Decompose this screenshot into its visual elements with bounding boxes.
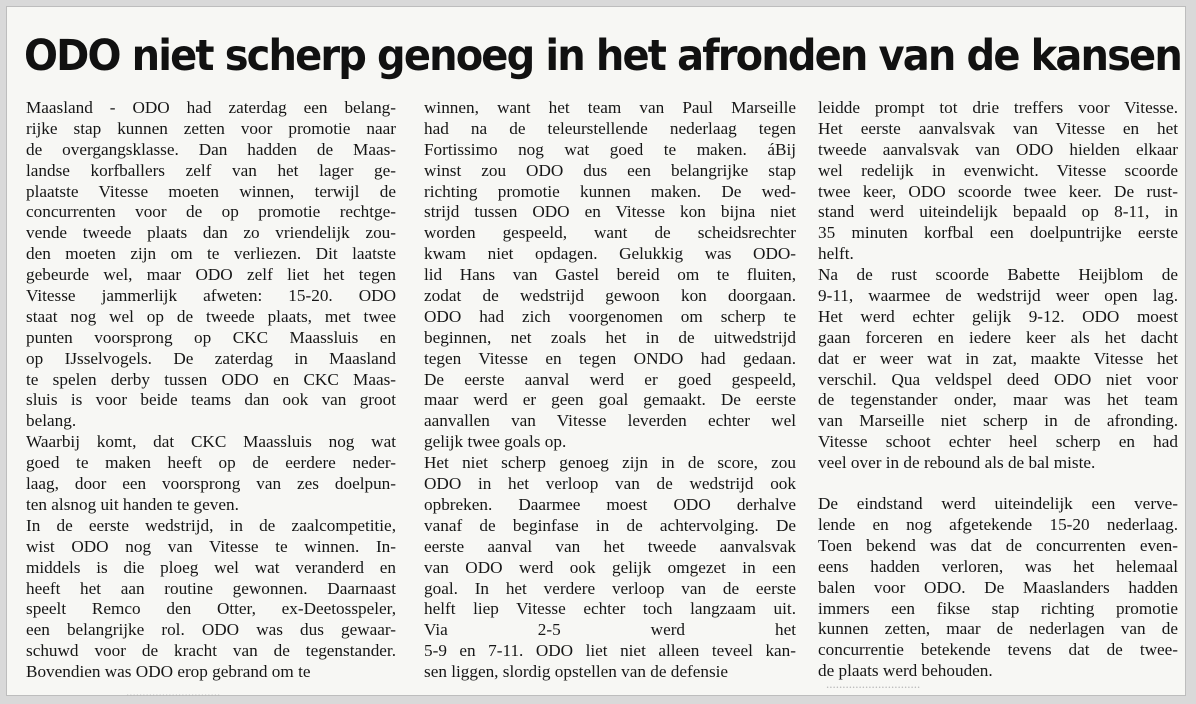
article-line: Via 2-5 werd het [424,620,796,640]
article-line: 5-9 en 7-11. ODO liet niet alleen teveel kan- [424,641,796,661]
article-column-3 [818,98,1178,682]
article-line: lende en nog afgetekende 15-20 nederlaag. [818,514,1178,534]
article-line: sluis is voor beide teams dan ook van groot [26,390,396,410]
article-line: ODO had zich voorgenomen om scherp te [424,306,796,326]
article-line: concurrentie betekende tevens dat de twee- [818,640,1178,660]
article-line: winnen, want het team van Paul Marseille [424,98,796,117]
article-line: Vitesse jammerlijk afweten: 15-20. ODO [26,286,396,306]
article-line: immers een fikse stap richting promotie [818,598,1178,618]
article-line: vende tweede plaats dan zo vriendelijk zou- [26,223,396,243]
article-line: lid Hans van Gastel bereid om te fluiten, [424,265,796,285]
article-line: Fortissimo nog wat goed te maken. áBij [424,139,796,159]
article-line: Bovendien was ODO erop gebrand om te [26,662,311,682]
article-line: landse korfballers zelf van het lager ge- [26,160,396,180]
article-line: een belangrijke rol. ODO was dus gewaar- [26,620,396,640]
article-line: tegen Vitesse en tegen ONDO had gedaan. [424,348,796,368]
article-line: ODO in het verloop van de wedstrijd ook [424,474,796,494]
article-line: opbreken. Daarmee moest ODO derhalve [424,494,796,514]
article-line: Na de rust scoorde Babette Heijblom de [818,265,1178,285]
article-line: kwam niet opdagen. Gelukkig was ODO- [424,244,796,264]
article-line: helft. [818,244,854,264]
article-line: staat nog wel op de tweede plaats, met twee [26,306,396,326]
article-line: kunnen zetten, maar de nederlagen van de [818,619,1178,639]
article-line: van Marseille niet scherp in de afronding. [818,411,1178,431]
article-line: worden gespeeld, want de scheidsrechter [424,223,796,243]
article-line: goed te maken heeft op de eerdere neder- [26,453,396,473]
article-line: dat er weer wat in zat, maakte Vitesse het [818,348,1178,368]
article-line: te spelen derby tussen ODO en CKC Maas- [26,369,396,389]
article-line: goal. In het verdere verloop van de eerste [424,578,796,598]
article-line: de tegenstander onder, maar was het team [818,390,1178,410]
article-line: eerste aanval van het tweede aanvalsvak [424,536,796,556]
article-line: van ODO werd ook gelijk omgezet in een [424,557,796,577]
article-line: gelijk twee goals op. [424,432,567,452]
article-line: richting promotie kunnen maken. De wed- [424,181,796,201]
article-line: strijd tussen ODO en Vitesse kon bijna niet [424,202,796,222]
article-line: schuwd voor de kracht van de tegenstander. [26,641,396,661]
article-line: laag, door een voorsprong van zes doelpun- [26,474,396,494]
article-line: wist ODO nog van Vitesse te winnen. In- [26,536,396,556]
article-line: winst zou ODO dus een belangrijke stap [424,160,796,180]
article-line: tweede aanvalsvak van ODO hielden elkaar [818,139,1178,159]
article-line: gaan forceren en iedere keer als het dacht [818,327,1178,347]
article-line: De eerste aanval werd er goed gespeeld, [424,369,796,389]
article-line: Het werd echter gelijk 9-12. ODO moest [818,306,1178,326]
bleed-through-decoration: ............................. [826,676,921,691]
article-line: middels is die ploeg wel wat veranderd en [26,557,396,577]
article-headline: ODO niet scherp genoeg in het afronden van de kansen [24,31,1181,81]
newspaper-clipping [6,6,1186,696]
article-line: veel over in de rebound als de bal miste. [818,453,1096,473]
article-line [818,474,1178,494]
article-line: vanaf de beginfase in de achtervolging. De [424,515,796,535]
article-line: den moeten zijn om te verliezen. Dit laatste [26,244,396,264]
article-line: Het niet scherp genoeg zijn in de score, zou [424,453,796,473]
article-line: verschil. Qua veldspel deed ODO niet voor [818,369,1178,389]
article-line: rijke stap kunnen zetten voor promotie naar [26,118,396,138]
article-line: heeft het aan routine gewonnen. Daarnaast [26,578,396,598]
article-line: In de eerste wedstrijd, in de zaalcompetitie, [26,515,396,535]
article-line: eens hadden verloren, was het helemaal [818,556,1178,576]
article-line: stand werd uiteindelijk bepaald op 8-11, in [818,202,1178,222]
article-line: helft liep Vitesse echter toch langzaam uit. [424,599,796,619]
article-line: punten voorsprong op CKC Maassluis en [26,327,396,347]
article-line: Maasland - ODO had zaterdag een belang- [26,98,396,117]
article-line: balen voor ODO. De Maaslanders hadden [818,577,1178,597]
article-line: aanvallen van Vitesse leverden echter wel [424,411,796,431]
article-line: sen liggen, slordig opstellen van de defensie [424,662,729,682]
article-line: 9-11, waarmee de wedstrijd weer open lag. [818,286,1178,306]
article-line: zodat de wedstrijd gewoon kon doorgaan. [424,286,796,306]
article-line: Vitesse schoot echter heel scherp en had [818,432,1178,452]
article-line: Toen bekend was dat de concurrenten even- [818,535,1178,555]
article-line: De eindstand werd uiteindelijk een verve- [818,494,1178,514]
article-line: Het eerste aanvalsvak van Vitesse en het [818,118,1178,138]
article-line: gebeurde wel, maar ODO zelf liet het tegen [26,265,396,285]
article-line: Waarbij komt, dat CKC Maassluis nog wat [26,432,396,452]
article-column-2 [424,98,796,683]
article-line: de plaats werd behouden. [818,661,993,681]
article-line: maar werd er geen goal gemaakt. De eerste [424,390,796,410]
article-line: 35 minuten korfbal een doelpuntrijke eerste [818,223,1178,243]
article-column-1 [26,98,396,683]
article-line: leidde prompt tot drie treffers voor Vitesse. [818,98,1178,117]
article-line: beginnen, net zoals het in de uitwedstrijd [424,327,796,347]
article-line: ten alsnog uit handen te geven. [26,494,239,514]
article-line: belang. [26,411,77,431]
article-line: op IJsselvogels. De zaterdag in Maasland [26,348,396,368]
article-line: speelt Remco den Otter, ex-Deetosspeler, [26,599,396,619]
article-line: had na de teleurstellende nederlaag tegen [424,118,796,138]
article-line: de overgangsklasse. Dan hadden de Maas- [26,139,396,159]
bleed-through-decoration: ............................. [126,684,221,696]
article-line: concurrenten voor de op promotie rechtge- [26,202,396,222]
article-line: twee keer, ODO scoorde twee keer. De rust- [818,181,1178,201]
article-line: plaatste Vitesse moeten winnen, terwijl de [26,181,396,201]
article-line: wel redelijk in evenwicht. Vitesse scoorde [818,160,1178,180]
